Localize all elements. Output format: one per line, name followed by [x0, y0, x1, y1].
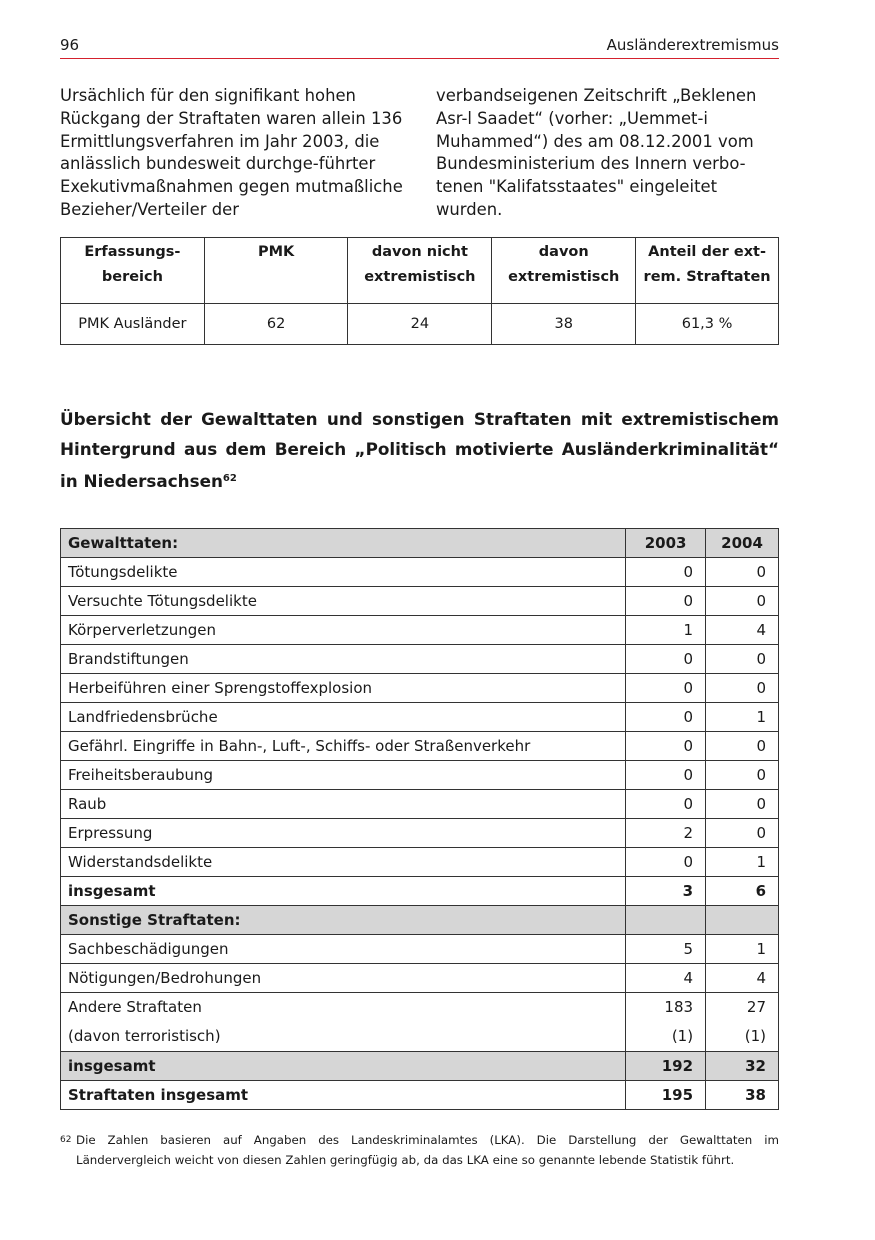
pmk-header-cell: Anteil der ext- rem. Straftaten [636, 238, 779, 304]
pmk-header-cell: davon extremistisch [492, 238, 636, 304]
grand-total-row [61, 1081, 779, 1110]
row-label: Körperverletzungen [61, 616, 626, 645]
value-2004: 6 [706, 877, 779, 906]
section-label: Sonstige Straftaten: [61, 906, 626, 935]
pmk-table-row [61, 304, 779, 345]
value-2003: 0 [626, 645, 706, 674]
table-row [61, 819, 779, 848]
value-2003: 4 [626, 964, 706, 993]
year-header: 2004 [706, 529, 779, 558]
table-row [61, 964, 779, 993]
running-header [60, 36, 779, 59]
value-2004: 4 [706, 616, 779, 645]
footnote-reference: 62 [222, 473, 237, 484]
table-row [61, 732, 779, 761]
value-2003: 195 [626, 1081, 706, 1110]
value-2003: 1 [626, 616, 706, 645]
row-label: Andere Straftaten (davon terroristisch) [61, 993, 626, 1052]
footnote-text: Die Zahlen basieren auf Angaben des Landeskriminalamtes (LKA). Die Darstellung der Gewalttaten im Ländervergleich weicht von diesen Zahlen geringfügig ab, da das LKA eine so genannte lebende Statistik führt. [76, 1133, 779, 1167]
row-label: Tötungsdelikte [61, 558, 626, 587]
other-total-row [61, 1052, 779, 1081]
row-label: Widerstandsdelikte [61, 848, 626, 877]
row-label: Straftaten insgesamt [61, 1081, 626, 1110]
value-2003: 0 [626, 587, 706, 616]
pmk-cell: 62 [204, 304, 348, 345]
chapter-title: Ausländerextremismus [606, 36, 779, 54]
pmk-cell: 38 [492, 304, 636, 345]
value-2004: 27 (1) [706, 993, 779, 1052]
value-2003: 2 [626, 819, 706, 848]
value-2004: 32 [706, 1052, 779, 1081]
value-2004: 0 [706, 790, 779, 819]
value-2004: 0 [706, 761, 779, 790]
table-row [61, 558, 779, 587]
value-2004: 4 [706, 964, 779, 993]
value-2003: 0 [626, 848, 706, 877]
row-label: Nötigungen/Bedrohungen [61, 964, 626, 993]
section-heading: Übersicht der Gewalttaten und sonstigen Straftaten mit extremistischem Hintergrund aus dem Bereich „Politisch motivierte Ausländerkriminalität“ in Niedersachsen$^{62}$ [60, 409, 779, 491]
value-2004: 0 [706, 587, 779, 616]
table-row [61, 790, 779, 819]
pmk-cell: PMK Ausländer [61, 304, 205, 345]
value-2004: 1 [706, 848, 779, 877]
value-2003: 0 [626, 703, 706, 732]
table-row [61, 587, 779, 616]
section-label: Gewalttaten: [61, 529, 626, 558]
violent-header-row [61, 529, 779, 558]
row-label: Freiheitsberaubung [61, 761, 626, 790]
pmk-cell: 24 [348, 304, 492, 345]
footnote-marker: 62 [60, 1135, 72, 1145]
pmk-header-cell: PMK [204, 238, 348, 304]
row-label: Raub [61, 790, 626, 819]
row-label: insgesamt [61, 1052, 626, 1081]
value-2004: 0 [706, 645, 779, 674]
violent-total-row [61, 877, 779, 906]
page-number: 96 [60, 36, 80, 54]
value-2004: 0 [706, 819, 779, 848]
intro-column-2: verbandseigenen Zeitschrift „Beklenen Asr-l Saadet“ (vorher: „Uemmet-i Muhammed“) des am 08.12.2001 vom Bundesministerium des Innern verbo-tenen "Kalifatsstaates" eingeleitet wurden. [436, 86, 757, 219]
value-2004: 0 [706, 674, 779, 703]
crime-statistics-table [60, 528, 779, 1110]
pmk-table-header-row [61, 238, 779, 304]
other-header-row [61, 906, 779, 935]
value-2003: 0 [626, 790, 706, 819]
table-row [61, 616, 779, 645]
empty-cell [626, 906, 706, 935]
row-label: Landfriedensbrüche [61, 703, 626, 732]
pmk-table [60, 237, 779, 345]
table-row [61, 674, 779, 703]
value-2003: 5 [626, 935, 706, 964]
table-row [61, 645, 779, 674]
table-row [61, 703, 779, 732]
value-2003: 0 [626, 761, 706, 790]
row-label: insgesamt [61, 877, 626, 906]
empty-cell [706, 906, 779, 935]
value-2004: 0 [706, 558, 779, 587]
pmk-cell: 61,3 % [636, 304, 779, 345]
year-header: 2003 [626, 529, 706, 558]
row-label: Gefährl. Eingriffe in Bahn-, Luft-, Schiffs- oder Straßenverkehr [61, 732, 626, 761]
row-label: Brandstiftungen [61, 645, 626, 674]
table-row-andere [61, 993, 779, 1052]
value-2003: 3 [626, 877, 706, 906]
intro-column-1: Ursächlich für den signifikant hohen Rückgang der Straftaten waren allein 136 Ermittlungsverfahren im Jahr 2003, die anlässlich bundesweit durchge-führter Exekutivmaßnahmen gegen mutmaßliche Bezieher/Verteiler der [60, 86, 403, 219]
table-row [61, 761, 779, 790]
row-label: Herbeiführen einer Sprengstoffexplosion [61, 674, 626, 703]
value-2003: 192 [626, 1052, 706, 1081]
value-2003: 0 [626, 558, 706, 587]
table-row [61, 848, 779, 877]
value-2004: 1 [706, 935, 779, 964]
footnote [60, 1130, 779, 1170]
value-2004: 1 [706, 703, 779, 732]
value-2004: 38 [706, 1081, 779, 1110]
row-label: Erpressung [61, 819, 626, 848]
value-2004: 0 [706, 732, 779, 761]
row-label: Versuchte Tötungsdelikte [61, 587, 626, 616]
table-row [61, 935, 779, 964]
pmk-header-cell: davon nicht extremistisch [348, 238, 492, 304]
value-2003: 0 [626, 732, 706, 761]
pmk-header-cell: Erfassungs- bereich [61, 238, 205, 304]
row-label: Sachbeschädigungen [61, 935, 626, 964]
value-2003: 183 (1) [626, 993, 706, 1052]
value-2003: 0 [626, 674, 706, 703]
